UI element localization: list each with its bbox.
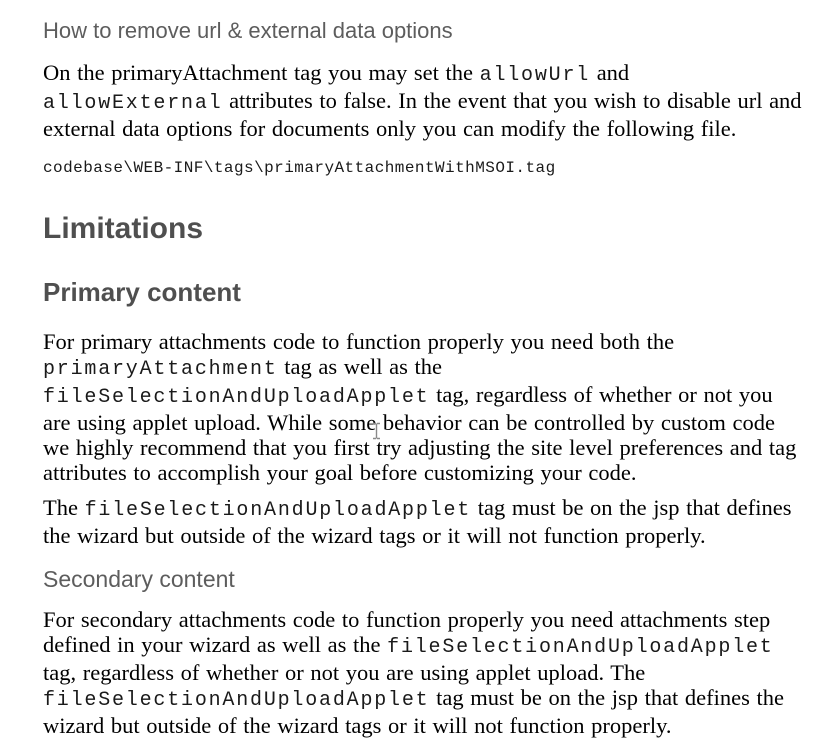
documentation-article [43, 18, 803, 748]
inline-code-primaryattachment: primaryAttachment [43, 358, 278, 381]
text-run: tag must be on the jsp that defines the wizard but outside of the wizard tags or it will not function properly. [43, 495, 792, 548]
intro-paragraph [43, 60, 803, 141]
section-heading-limitations: Limitations [43, 212, 204, 245]
inline-code-fileselectionanduploadapplet: fileSelectionAndUploadApplet [84, 499, 472, 522]
text-run: tag must be on the jsp that defines the wizard but outside of the wizard tags or it will not function properly. [43, 685, 785, 738]
text-run: The [43, 495, 85, 520]
primary-content-paragraph-1 [43, 329, 803, 485]
text-run: tag, regardless of whether or not you are using applet upload. While some behavior can be controlled by custom code we highly recommend that you first try adjusting the site level preferences and tag attributes to accomplish your goal before customizing your code. [43, 382, 797, 485]
text-run: tag as well as the [277, 354, 442, 379]
section-heading-secondary-content: Secondary content [43, 566, 235, 592]
primary-content-paragraph-2 [43, 495, 803, 548]
inline-code-fileselectionanduploadapplet: fileSelectionAndUploadApplet [387, 636, 774, 659]
section-heading-primary-content: Primary content [43, 277, 241, 307]
text-run: On the primaryAttachment tag you may set the [43, 60, 480, 85]
text-run: For secondary attachments code to function properly you need attachments step defined in your wizard as well as the [43, 607, 771, 657]
file-path-code-line: codebase\WEB-INF\tags\primaryAttachmentWithMSOI.tag [43, 159, 556, 177]
inline-code-allowexternal: allowExternal [43, 92, 223, 115]
section-heading-remove-url-options: How to remove url & external data options [43, 18, 453, 43]
inline-code-fileselectionanduploadapplet: fileSelectionAndUploadApplet [43, 386, 430, 409]
text-run: and [590, 60, 630, 85]
inline-code-allowurl: allowUrl [479, 64, 591, 87]
inline-code-fileselectionanduploadapplet: fileSelectionAndUploadApplet [43, 689, 430, 712]
text-run: attributes to false. In the event that you wish to disable url and external data options for documents only you can modify the following file. [43, 88, 802, 141]
secondary-content-paragraph [43, 607, 803, 738]
text-run: For primary attachments code to function properly you need both the [43, 329, 675, 354]
text-run: tag, regardless of whether or not you are using applet upload. The [43, 660, 646, 685]
